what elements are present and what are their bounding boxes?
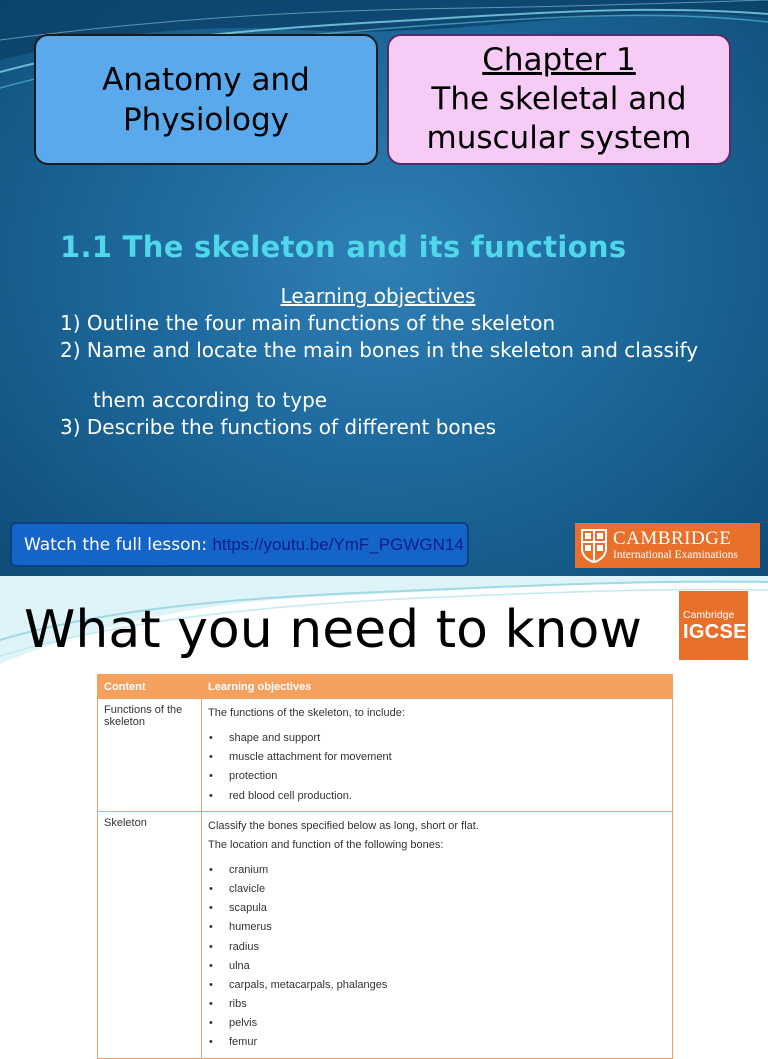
- lesson-link[interactable]: https://youtu.be/YmF_PGWGN14: [212, 534, 464, 554]
- objective-1: 1) Outline the four main functions of the skeleton: [60, 311, 556, 335]
- list-item: • pelvis: [208, 1014, 666, 1033]
- cambridge-sub: International Examinations: [613, 549, 738, 561]
- igcse-logo-top: Cambridge: [683, 608, 735, 621]
- list-item: • femur: [208, 1033, 666, 1052]
- chapter-number: Chapter 1: [482, 42, 636, 78]
- objectives-heading: Learning objectives: [280, 284, 476, 308]
- row-objectives: [202, 699, 673, 812]
- list-item: • scapula: [208, 899, 666, 918]
- objective-3: 3) Describe the functions of different bones: [60, 415, 497, 439]
- bullet-list: [208, 861, 666, 1053]
- list-item: • red blood cell production.: [208, 787, 666, 806]
- chapter-box: [387, 34, 731, 165]
- table-header-row: [98, 675, 673, 699]
- syllabus-table: [97, 674, 673, 1059]
- list-item: • shape and support: [208, 729, 666, 748]
- list-item: • clavicle: [208, 880, 666, 899]
- row-objectives: [202, 811, 673, 1058]
- objective-2: 2) Name and locate the main bones in the skeleton and classify: [60, 338, 699, 362]
- slide-2: [0, 576, 768, 1049]
- slide-title: What you need to know: [24, 600, 642, 660]
- table-row: [98, 811, 673, 1058]
- subject-line-2: Physiology: [122, 101, 290, 138]
- list-item: • cranium: [208, 861, 666, 880]
- igcse-logo-bottom: IGCSE: [683, 620, 747, 643]
- header-learning-objectives: Learning objectives: [202, 675, 673, 699]
- list-item: • muscle attachment for movement: [208, 748, 666, 767]
- row-intro: Classify the bones specified below as long, short or flat.: [208, 819, 479, 832]
- list-item: • humerus: [208, 918, 666, 937]
- subject-line-1: Anatomy and: [102, 61, 310, 98]
- watch-label: Watch the full lesson:: [24, 534, 208, 555]
- subject-box: [34, 34, 378, 165]
- igcse-logo: [679, 591, 748, 660]
- row-content: Functions of the skeleton: [98, 699, 202, 812]
- cambridge-logo: [575, 523, 760, 568]
- header-content: Content: [98, 675, 202, 699]
- row-intro: The functions of the skeleton, to include:: [208, 707, 405, 719]
- row-intro: The location and function of the following bones:: [208, 838, 444, 851]
- list-item: • protection: [208, 767, 666, 786]
- watch-lesson-bar: [10, 522, 469, 567]
- row-content: Skeleton: [98, 811, 202, 1058]
- cambridge-shield-icon: [581, 529, 607, 563]
- table-row: [98, 699, 673, 812]
- list-item: • ulna: [208, 957, 666, 976]
- chapter-title-line-2: muscular system: [426, 120, 692, 156]
- objective-2-continued: them according to type: [93, 388, 328, 412]
- section-title: 1.1 The skeleton and its functions: [60, 230, 627, 264]
- bullet-list: [208, 729, 666, 806]
- list-item: • carpals, metacarpals, phalanges: [208, 976, 666, 995]
- list-item: • radius: [208, 938, 666, 957]
- chapter-title-line-1: The skeletal and: [431, 81, 687, 117]
- cambridge-name: CAMBRIDGE: [613, 528, 732, 549]
- list-item: • ribs: [208, 995, 666, 1014]
